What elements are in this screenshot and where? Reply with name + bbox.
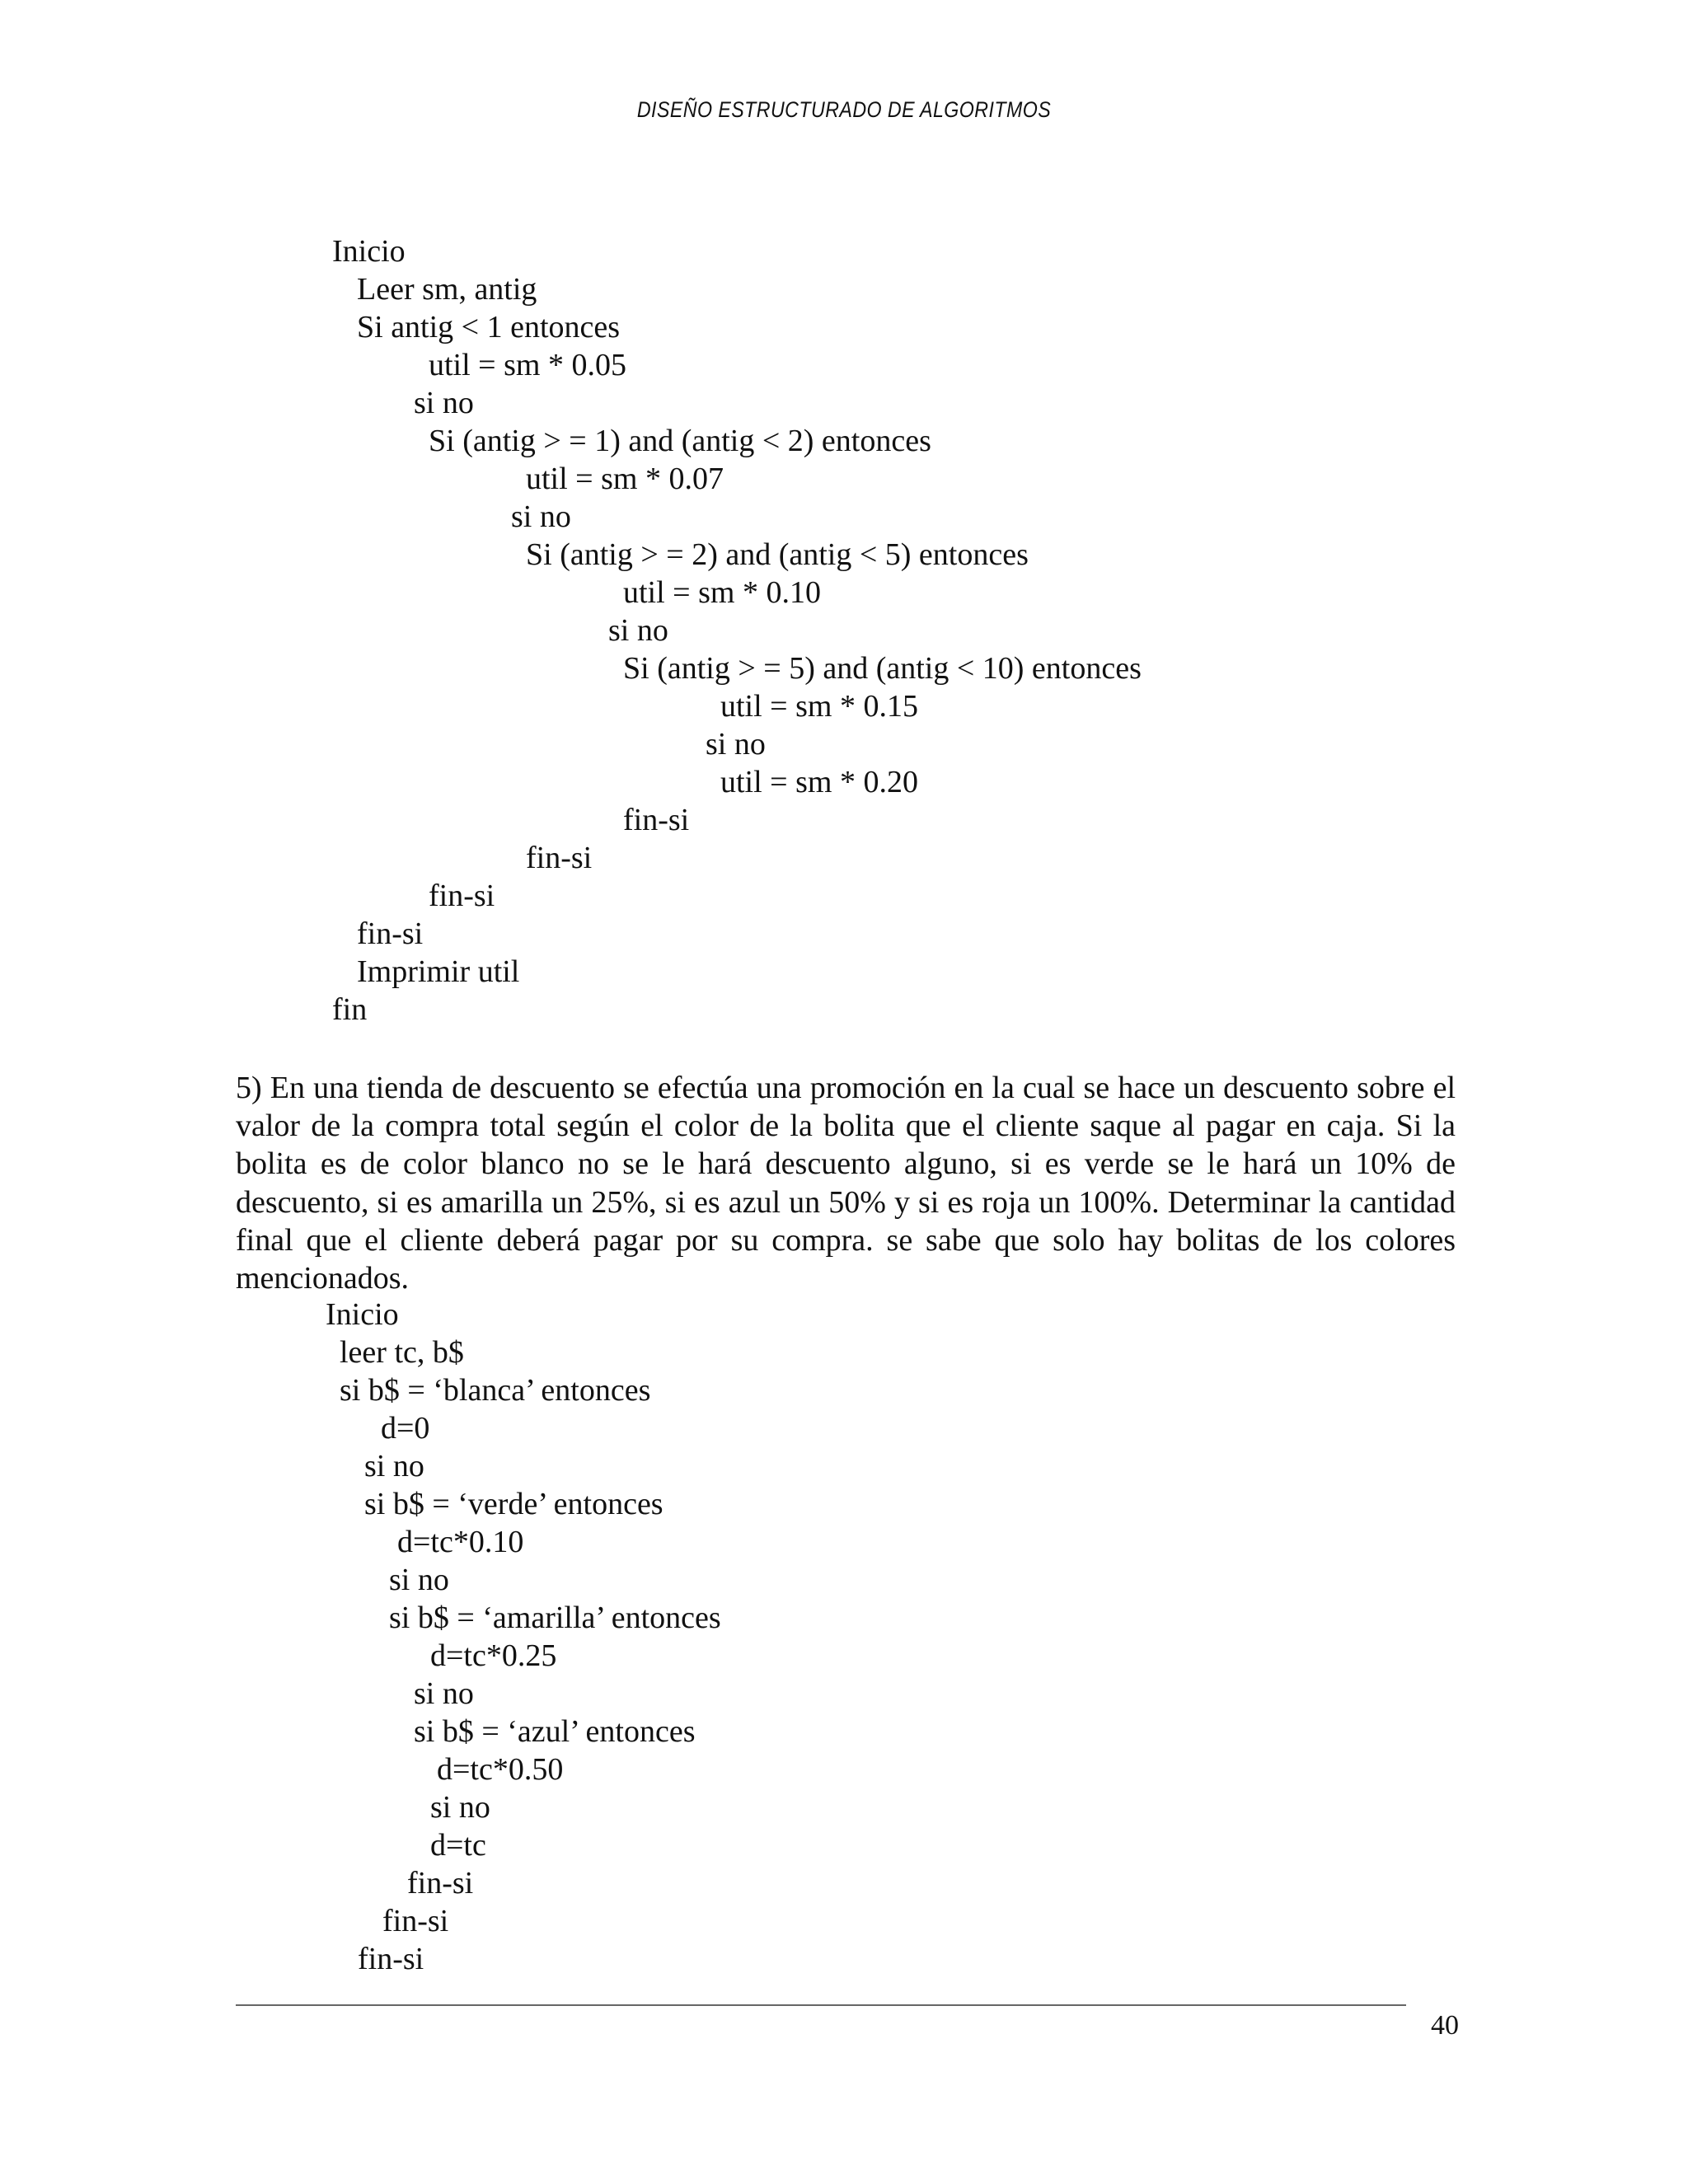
code-line: si b$ = ‘amarilla’ entonces xyxy=(389,1601,721,1635)
code-line: si no xyxy=(364,1449,424,1483)
code-line: util = sm * 0.15 xyxy=(720,689,918,724)
code-line: si b$ = ‘blanca’ entonces xyxy=(340,1373,651,1408)
code-line: fin-si xyxy=(526,841,593,875)
code-line: d=tc*0.50 xyxy=(437,1752,564,1787)
code-line: fin-si xyxy=(623,803,690,837)
code-line: Leer sm, antig xyxy=(357,272,537,307)
code-line: d=tc xyxy=(430,1828,486,1863)
code-line: util = sm * 0.05 xyxy=(429,348,626,382)
code-line: si no xyxy=(414,1676,474,1711)
code-line: fin-si xyxy=(357,916,424,951)
code-line: d=0 xyxy=(381,1411,430,1446)
code-line: si no xyxy=(414,386,474,420)
code-line: si b$ = ‘azul’ entonces xyxy=(414,1714,696,1749)
code-line: Imprimir util xyxy=(357,954,520,989)
code-line: d=tc*0.25 xyxy=(430,1638,557,1673)
code-line: si no xyxy=(511,499,571,534)
code-line: util = sm * 0.20 xyxy=(720,765,918,799)
code-line: Inicio xyxy=(332,234,406,269)
page-number: 40 xyxy=(1431,2010,1459,2041)
code-line: fin-si xyxy=(407,1866,474,1900)
running-header: DISEÑO ESTRUCTURADO DE ALGORITMOS xyxy=(636,97,1052,122)
code-line: si b$ = ‘verde’ entonces xyxy=(364,1487,663,1521)
code-line: leer tc, b$ xyxy=(340,1335,464,1370)
code-line: fin-si xyxy=(429,879,495,913)
code-line: Si antig < 1 entonces xyxy=(357,310,621,344)
problem-5-statement: 5) En una tienda de descuento se efectúa una promoción en la cual se hace un descuento sobre el valor de la compra total según el color de la bolita que el cliente saque al pagar en caja. Si la bolita es de color blanco no se le hará descuento alguno, si es verde se le hará un 10% de descuento, si es amarilla un 25%, si es azul un 50% y si es roja un 100%. Determinar la cantidad final que el cliente deberá pagar por su compra. se sabe que solo hay bolitas de los colores mencionados. xyxy=(236,1071,1456,1296)
code-line: util = sm * 0.10 xyxy=(623,575,821,610)
code-line: Si (antig > = 2) and (antig < 5) entonces xyxy=(526,537,1029,572)
code-line: si no xyxy=(430,1790,490,1825)
code-line: Si (antig > = 5) and (antig < 10) entonces xyxy=(623,651,1142,686)
footer-divider xyxy=(236,2004,1406,2006)
code-line: si no xyxy=(608,613,668,648)
code-line: util = sm * 0.07 xyxy=(526,462,724,496)
code-line: fin xyxy=(332,992,368,1027)
code-line: d=tc*0.10 xyxy=(397,1525,524,1559)
code-line: si no xyxy=(389,1563,449,1597)
code-line: Inicio xyxy=(326,1297,399,1332)
code-line: fin-si xyxy=(382,1904,449,1938)
code-line: si no xyxy=(706,727,766,762)
code-line: Si (antig > = 1) and (antig < 2) entonces xyxy=(429,424,931,458)
code-line: fin-si xyxy=(358,1942,424,1976)
